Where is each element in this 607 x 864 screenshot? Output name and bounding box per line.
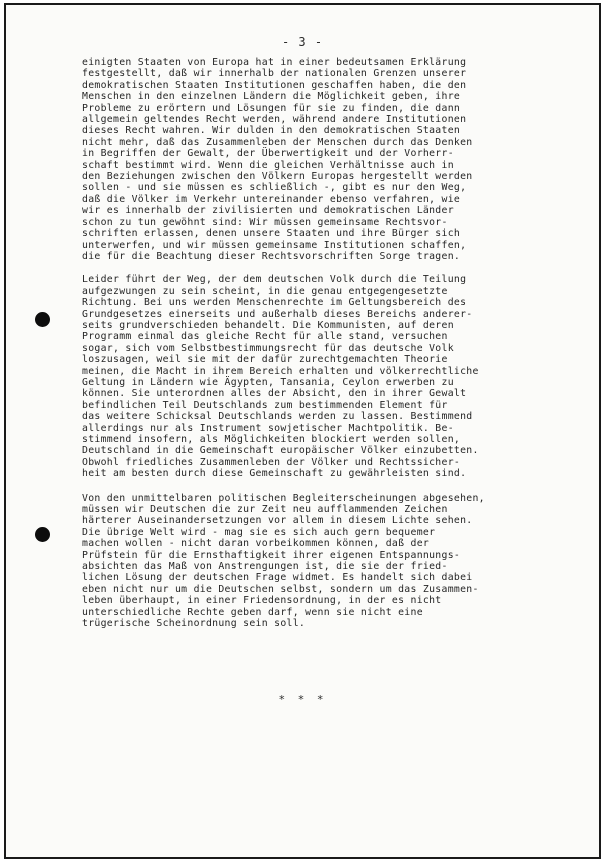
text-line: eben nicht nur um die Deutschen selbst, sondern um das Zusammen- — [82, 583, 479, 595]
text-line: müssen wir Deutschen die zur Zeit neu aufflammenden Zeichen — [82, 504, 448, 516]
paragraph-2 — [82, 274, 592, 479]
text-line: stimmend insofern, als Möglichkeiten blockiert werden sollen, — [82, 434, 461, 445]
text-line: wir es innerhalb der zivilisierten und demokratischen Länder — [82, 205, 454, 217]
text-line: heit am besten durch diese Gemeinschaft zu gewährleisten sind. — [82, 468, 467, 480]
text-line: allerdings nur als Instrument sowjetischer Machtpolitik. Be- — [82, 422, 454, 434]
text-line: aufgezwungen zu sein scheint, in die genau entgegengesetzte — [82, 285, 448, 297]
text-line: in Begriffen der Gewalt, der Überwertigkeit und der Vorherr- — [82, 148, 454, 160]
text-line: daß die Völker im Verkehr untereinander ebenso verfahren, wie — [82, 193, 461, 205]
text-line: machen wollen - nicht daran vorbeikommen können, daß der — [82, 538, 430, 550]
text-line: befindlichen Teil Deutschlands zum bestimmenden Element für — [82, 399, 448, 411]
text-line: Richtung. Bei uns werden Menschenrechte im Geltungsbereich des — [82, 297, 467, 309]
paragraph-spacer — [82, 262, 592, 274]
text-line: seits grundverschieden behandelt. Die Kommunisten, auf deren — [82, 319, 454, 331]
text-line: dieses Recht wahren. Wir dulden in den demokratischen Staaten — [82, 125, 461, 137]
text-line: schriften erlassen, denen unsere Staaten und ihre Bürger sich — [82, 228, 461, 240]
text-line: trügerische Scheinordnung sein soll. — [82, 618, 306, 630]
paragraph-spacer — [82, 480, 592, 493]
text-line: unterwerfen, und wir müssen gemeinsame Institutionen schaffen, — [82, 239, 467, 251]
text-line: absichten das Maß von Anstrengungen ist, die sie der fried- — [82, 561, 448, 573]
text-line: Probleme zu erörtern und Lösungen für sie zu finden, die dann — [82, 102, 461, 114]
punch-hole-lower — [35, 527, 50, 542]
text-line: demokratischen Staaten Institutionen geschaffen haben, die den — [82, 79, 467, 91]
text-line: das weitere Schicksal Deutschlands werden zu lassen. Bestimmend — [82, 411, 473, 423]
paragraph-1 — [82, 57, 592, 262]
text-line: Deutschland in die Gemeinschaft europäischer Völker einzubetten. — [82, 445, 479, 457]
text-line: loszusagen, weil sie mit der dafür zurechtgemachten Theorie — [82, 354, 448, 366]
closing-asterisks: * * * — [278, 693, 327, 706]
text-line: Obwohl friedliches Zusammenleben der Völker und Rechtssicher- — [82, 456, 461, 468]
text-line: Geltung in Ländern wie Ägypten, Tansania, Ceylon erwerben zu — [82, 376, 454, 388]
document-page — [4, 3, 601, 859]
text-line: Von den unmittelbaren politischen Begleiterscheinungen abgesehen, — [82, 492, 485, 504]
text-line: meinen, die Macht in ihrem Bereich erhalten und völkerrechtliche — [82, 365, 479, 377]
text-line: leben überhaupt, in einer Friedensordnung, in der es nicht — [82, 595, 442, 607]
text-line: härterer Auseinandersetzungen vor allem in diesem Lichte sehen. — [82, 515, 473, 527]
text-line: schon zu tun gewöhnt sind: Wir müssen gemeinsame Rechtsvor- — [82, 216, 448, 228]
punch-hole-upper — [35, 312, 50, 327]
text-line: unterschiedliche Rechte geben darf, wenn sie nicht eine — [82, 606, 423, 618]
text-line: Die übrige Welt wird - mag sie es sich auch gern bequemer — [82, 526, 436, 538]
text-line: allgemein geltendes Recht werden, während andere Institutionen — [82, 114, 467, 126]
text-line: einigten Staaten von Europa hat in einer bedeutsamen Erklärung — [82, 57, 467, 68]
text-line: den Beziehungen zwischen den Völkern Europas hergestellt werden — [82, 171, 473, 183]
text-line: Prüfstein für die Ernsthaftigkeit ihrer eigenen Entspannungs- — [82, 549, 461, 561]
text-line: die für die Beachtung dieser Rechtsvorschriften Sorge tragen. — [82, 250, 461, 262]
paragraph-3 — [82, 493, 592, 630]
document-body — [82, 57, 592, 630]
text-line: nicht mehr, daß das Zusammenleben der Menschen durch das Denken — [82, 136, 473, 148]
text-line: Grundgesetzes einerseits und außerhalb dieses Bereichs anderer- — [82, 308, 473, 320]
text-line: lichen Lösung der deutschen Frage widmet. Es handelt sich dabei — [82, 572, 473, 584]
text-line: Programm einmal das gleiche Recht für alle stand, versuchen — [82, 331, 448, 343]
text-line: Menschen in den einzelnen Ländern die Möglichkeit geben, ihre — [82, 91, 461, 103]
text-line: können. Sie unterordnen alles der Absicht, den in ihrer Gewalt — [82, 388, 467, 400]
page-number: - 3 - — [281, 35, 324, 49]
text-line: schaft bestimmt wird. Wenn die gleichen Verhältnisse auch in — [82, 159, 454, 171]
text-line: sollen - und sie müssen es schließlich -, gibt es nur den Weg, — [82, 182, 467, 194]
text-line: sogar, sich vom Selbstbestimmungsrecht für das deutsche Volk — [82, 342, 454, 354]
text-line: festgestellt, daß wir innerhalb der nationalen Grenzen unserer — [82, 68, 467, 80]
text-line: Leider führt der Weg, der dem deutschen Volk durch die Teilung — [82, 274, 467, 286]
